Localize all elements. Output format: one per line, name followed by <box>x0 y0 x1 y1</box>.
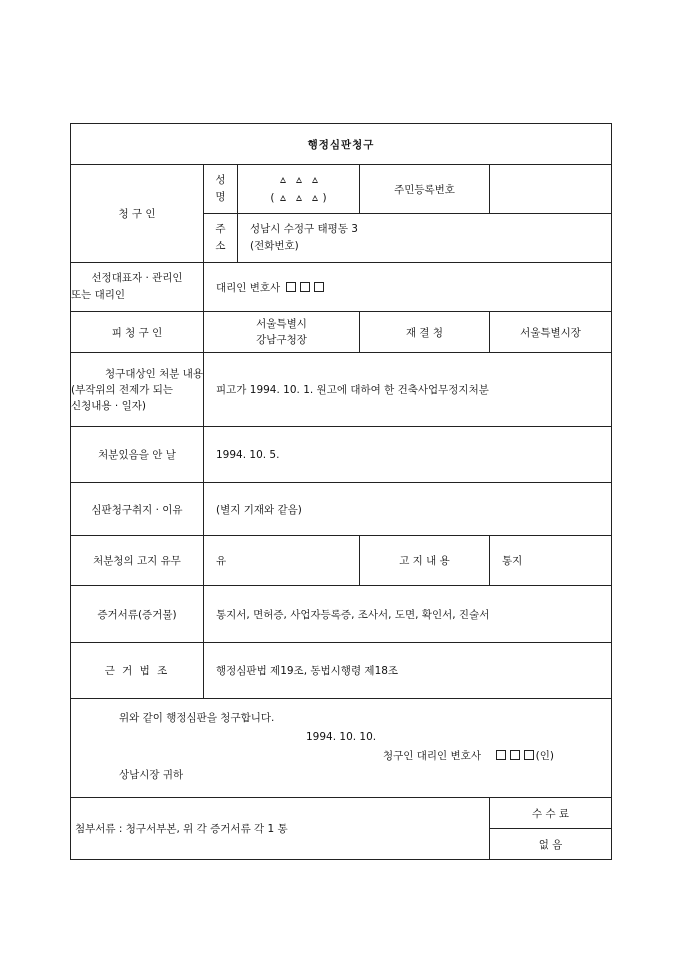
fee-value: 없 음 <box>490 829 612 860</box>
representative-text: 대리인 변호사 <box>216 281 281 294</box>
name-box <box>286 282 296 292</box>
name-label-cell <box>204 165 238 214</box>
respondent-line-2: 강남구청장 <box>256 334 307 346</box>
declaration-block <box>71 699 612 798</box>
declaration-date: 1994. 10. 10. <box>306 731 377 743</box>
declaration-signer: 청구인 대리인 변호사 (인) <box>383 750 554 762</box>
name-placeholder-marks-paren: ( ) <box>270 192 327 204</box>
evidence-label: 증거서류(증거물) <box>71 586 204 643</box>
claimant-label: 청 구 인 <box>71 165 204 263</box>
notice-value: 유 <box>204 536 360 586</box>
address-line-1: 성남시 수정구 태평동 3 <box>250 223 358 235</box>
legal-basis-label: 근 거 법 조 <box>71 643 204 699</box>
representative-label-line1: 선정대표자 · 관리인 <box>91 272 183 284</box>
resident-number-label: 주민등록번호 <box>360 165 490 214</box>
disposition-label <box>71 353 204 427</box>
purpose-label: 심판청구취지 · 이유 <box>71 483 204 536</box>
attachments-text: 첨부서류 : 청구서부본, 위 각 증거서류 각 1 통 <box>71 798 490 860</box>
address-value <box>238 214 612 263</box>
representative-label-line2: 또는 대리인 <box>71 289 126 301</box>
claimant-name-value <box>238 165 360 214</box>
review-agency-value: 서울특별시장 <box>490 312 612 353</box>
disposition-value: 피고가 1994. 10. 1. 원고에 대하여 한 건축사업무정지처분 <box>204 353 612 427</box>
fee-label: 수 수 료 <box>490 798 612 829</box>
disposition-label-line2: (부작위의 전제가 되는 <box>71 383 174 396</box>
administrative-appeal-form <box>70 123 612 860</box>
name-label-1: 성 <box>215 174 226 186</box>
signer-box <box>510 750 520 760</box>
declaration-statement: 위와 같이 행정심판을 청구합니다. <box>119 712 275 724</box>
name-placeholder-marks <box>238 171 359 189</box>
evidence-value: 통지서, 면허증, 사업자등록증, 조사서, 도면, 확인서, 진술서 <box>204 586 612 643</box>
name-label-2: 명 <box>215 191 226 203</box>
form-title: 행정심판청구 <box>71 124 612 165</box>
representative-value <box>204 263 612 312</box>
declaration-addressee: 상남시장 귀하 <box>119 769 184 781</box>
signer-box <box>524 750 534 760</box>
address-label-2: 소 <box>215 240 226 252</box>
address-label-cell <box>204 214 238 263</box>
address-label-1: 주 <box>215 223 226 235</box>
purpose-value: (별지 기재와 같음) <box>204 483 612 536</box>
notice-label: 처분청의 고지 유무 <box>71 536 204 586</box>
respondent-label: 피 청 구 인 <box>71 312 204 353</box>
date-known-value: 1994. 10. 5. <box>204 427 612 483</box>
review-agency-label: 재 결 청 <box>360 312 490 353</box>
legal-basis-value: 행정심판법 제19조, 동법시행령 제18조 <box>204 643 612 699</box>
representative-label <box>71 263 204 312</box>
name-box <box>300 282 310 292</box>
resident-number-value <box>490 165 612 214</box>
disposition-label-line3: 신청내용 · 일자) <box>71 399 146 412</box>
notice-content-value: 통지 <box>490 536 612 586</box>
notice-content-label: 고 지 내 용 <box>360 536 490 586</box>
seal-text: (인) <box>535 750 554 762</box>
respondent-line-1: 서울특별시 <box>256 318 307 330</box>
date-known-label: 처분있음을 안 날 <box>71 427 204 483</box>
respondent-value <box>204 312 360 353</box>
address-line-2: (전화번호) <box>250 240 299 252</box>
signer-box <box>496 750 506 760</box>
disposition-label-line1: 청구대상인 처분 내용 <box>105 367 203 380</box>
name-box <box>314 282 324 292</box>
